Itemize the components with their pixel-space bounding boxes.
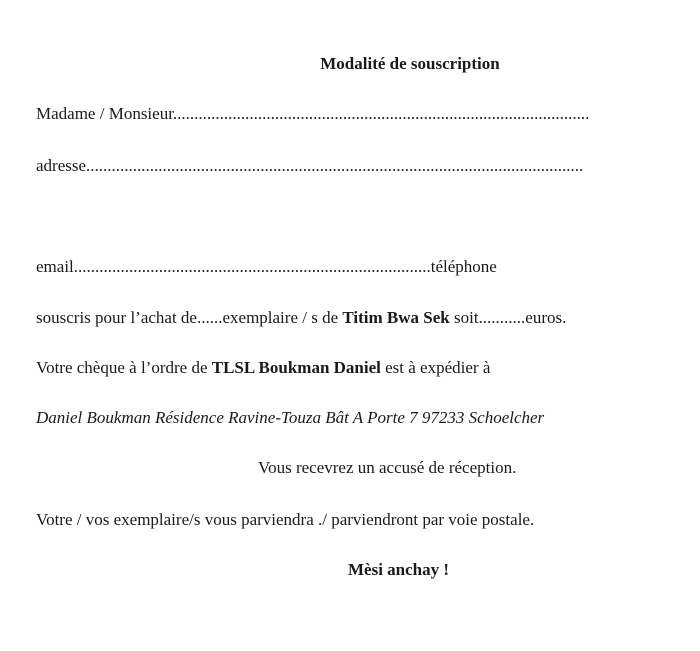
- thanks-line: Mèsi anchay !: [348, 560, 450, 579]
- order-line: [36, 307, 566, 329]
- address-line: adresse.....................................................................................................................: [36, 156, 584, 175]
- email-label: email....................................................................................: [36, 257, 431, 276]
- book-title: Titim Bwa Sek: [342, 308, 450, 327]
- form-title: Modalité de souscription: [320, 54, 500, 73]
- order-prefix: souscris pour l’achat de......exemplaire / s de: [36, 308, 343, 327]
- email-phone-line: [36, 256, 497, 278]
- mailing-address: Daniel Boukman Résidence Ravine-Touza Bât A Porte 7 97233 Schoelcher: [36, 408, 545, 427]
- cheque-suffix: est à expédier à: [380, 358, 491, 377]
- name-line: Madame / Monsieur..................................................................................................: [36, 104, 590, 123]
- cheque-prefix: Votre chèque à l’ordre de: [36, 358, 212, 377]
- order-suffix: soit...........euros.: [449, 308, 567, 327]
- delivery-note: Votre / vos exemplaire/s vous parviendra ./ parviendront par voie postale.: [36, 510, 535, 529]
- payee-name: TLSL Boukman Daniel: [211, 358, 381, 377]
- phone-label: téléphone: [430, 257, 497, 276]
- receipt-note: Vous recevrez un accusé de réception.: [258, 458, 517, 477]
- cheque-line: [36, 357, 490, 379]
